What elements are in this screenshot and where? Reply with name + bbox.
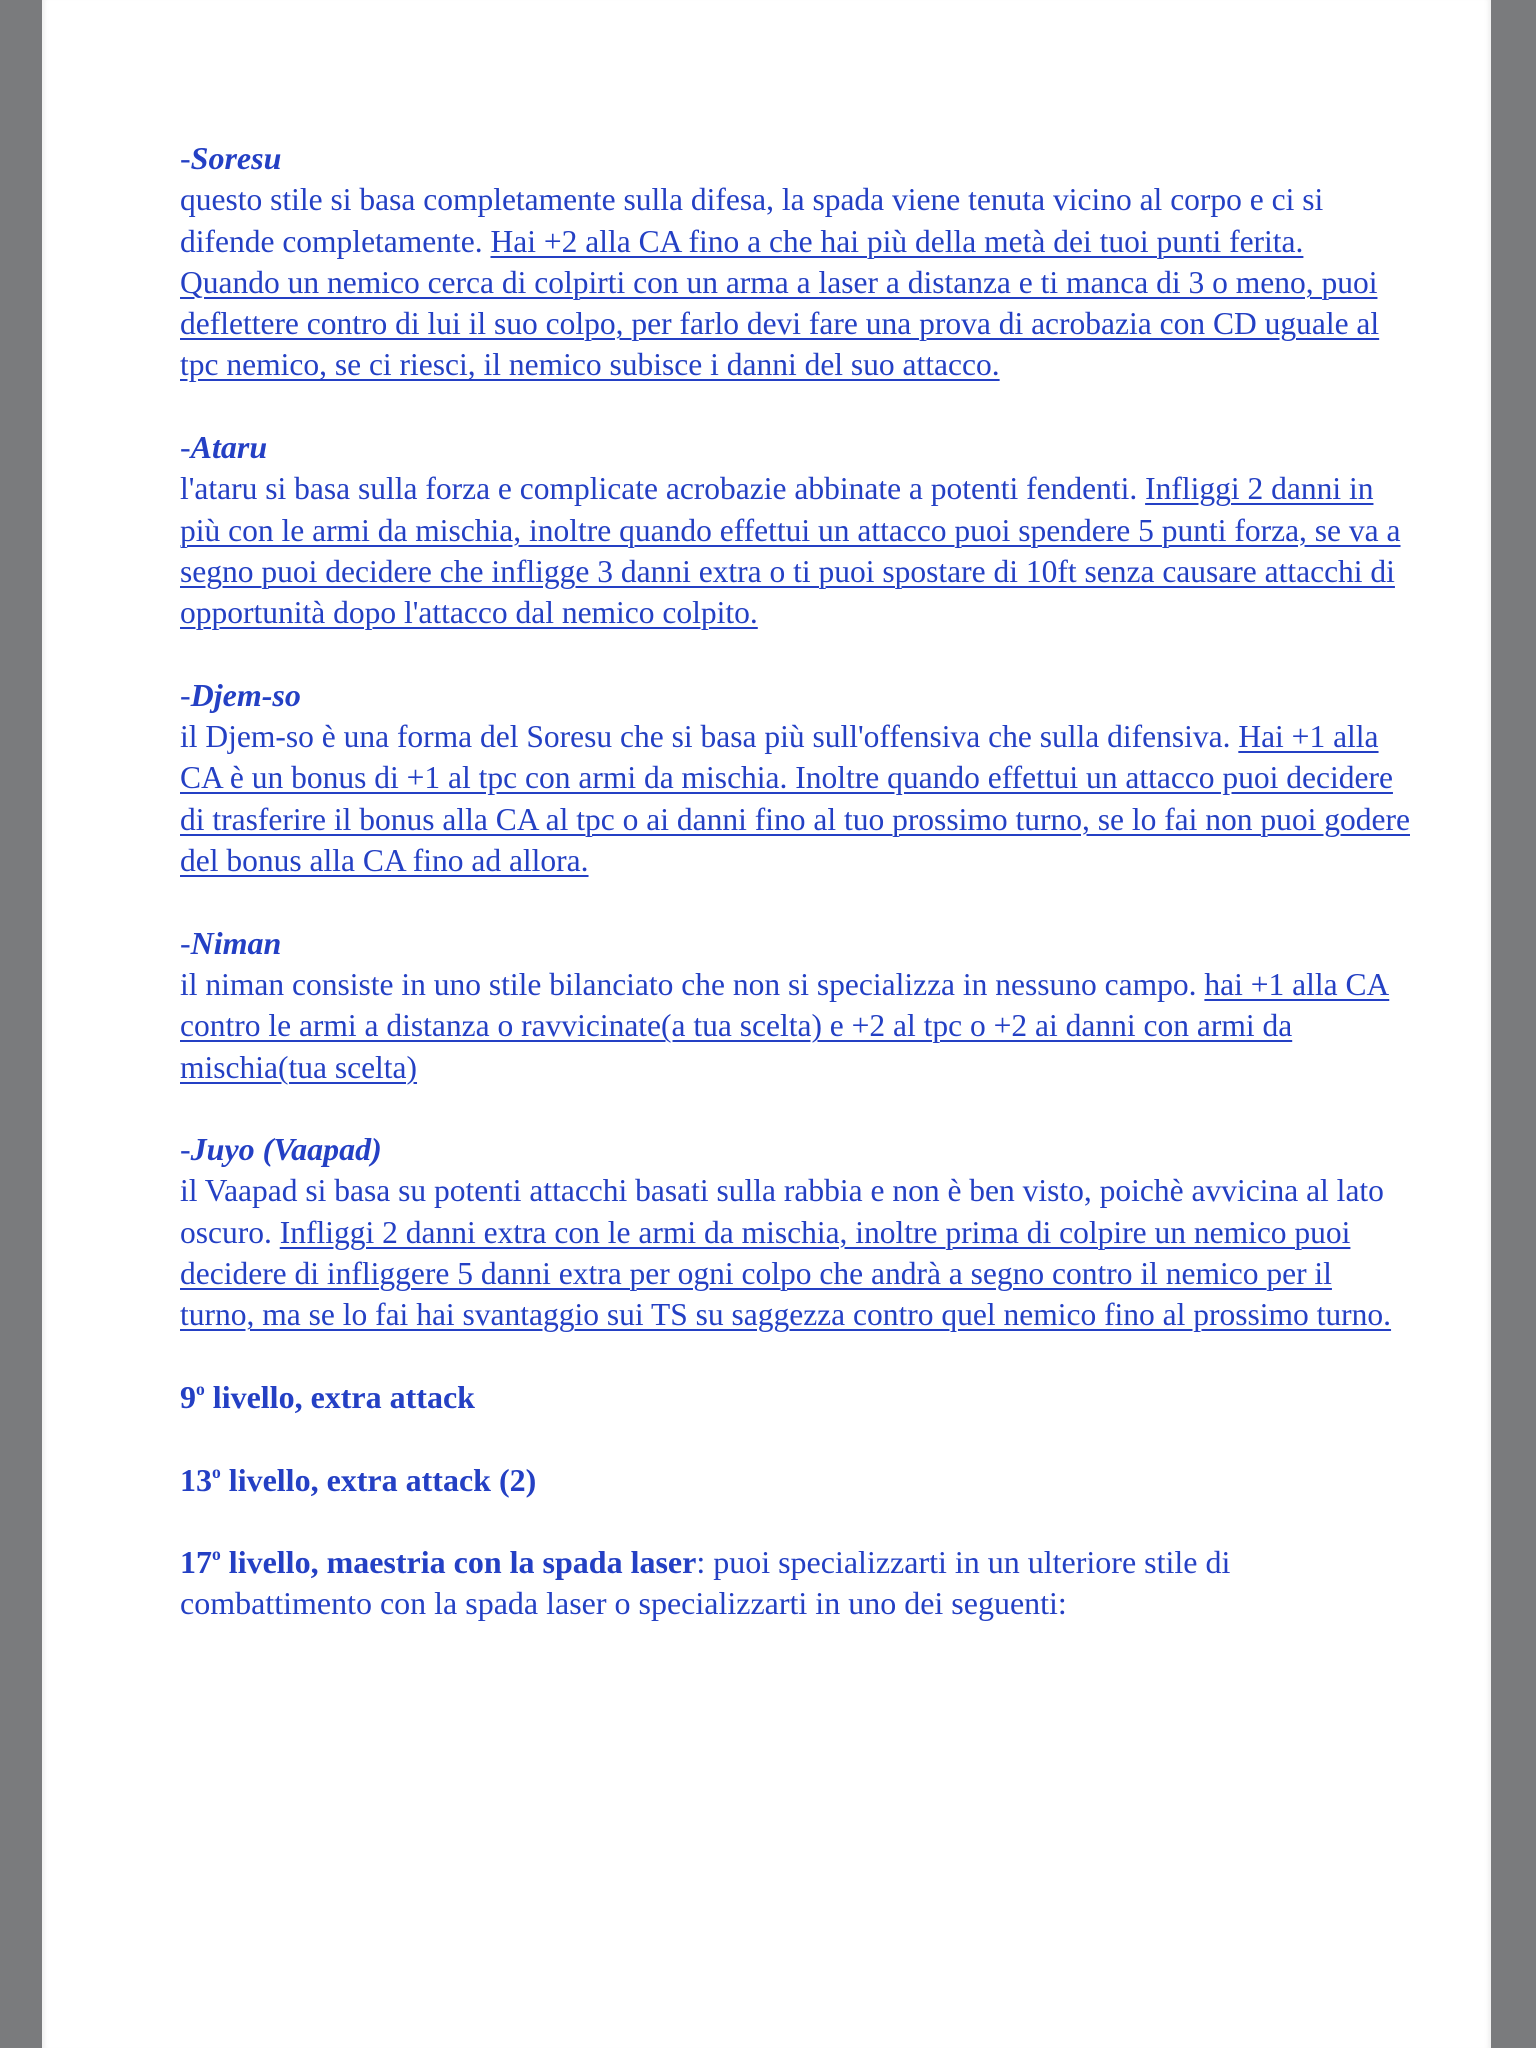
style-heading (180, 427, 1410, 468)
style-section-ataru (180, 427, 1410, 633)
style-section-soresu (180, 138, 1410, 386)
style-section-djem-so (180, 675, 1410, 881)
style-intro: il niman consiste in uno stile bilanciato che non si specializza in nessuno campo. (180, 966, 1205, 1002)
style-section-niman (180, 923, 1410, 1088)
style-heading (180, 1129, 1410, 1170)
level-number: 9 (180, 1378, 196, 1415)
level-title: livello, extra attack (204, 1378, 475, 1415)
style-rule-underlined: hai +1 alla CA contro le armi a distanza o ravvicinate(a tua scelta) e +2 al tpc o +2 ai danni con armi da mischia(tua scelta) (180, 966, 1390, 1085)
style-name: Ataru (190, 429, 268, 466)
heading-dash: - (180, 924, 191, 961)
style-intro: il Djem-so è una forma del Soresu che si basa più sull'offensiva che sulla difensiva. (180, 719, 1239, 755)
style-heading (180, 675, 1410, 716)
heading-dash: - (180, 1131, 191, 1168)
level-degree: o (212, 1543, 221, 1564)
level-title: livello, extra attack (2) (220, 1461, 537, 1498)
style-name: Djem-so (190, 676, 301, 713)
heading-dash: - (180, 140, 191, 176)
level-title: livello, maestria con la spada laser (220, 1544, 697, 1581)
level-number: 17 (180, 1544, 212, 1581)
style-section-juyo (180, 1129, 1410, 1335)
style-intro: il Vaapad si basa su potenti attacchi basati sulla rabbia e non è ben visto, poichè avvicina al lato oscuro. (180, 1173, 1384, 1250)
style-name: Juyo (Vaapad) (190, 1131, 382, 1168)
style-name: Niman (190, 924, 282, 961)
style-rule-underlined: Infliggi 2 danni in più con le armi da mischia, inoltre quando effettui un attacco puoi spendere 5 punti forza, se va a segno puoi decidere che infligge 3 danni extra o ti puoi spostare di 10ft senza causare attacchi di opportunità dopo l'attacco dal nemico colpito. (180, 471, 1401, 631)
style-description (180, 716, 1410, 881)
style-rule-underlined: Infliggi 2 danni extra con le armi da mischia, inoltre prima di colpire un nemico puoi decidere di infliggere 5 danni extra per ogni colpo che andrà a segno contro il nemico per il turno, ma se lo fai hai svantaggio sui TS su saggezza contro quel nemico fino al prossimo turno. (180, 1214, 1392, 1333)
level-number: 13 (180, 1461, 212, 1498)
style-intro: questo stile si basa completamente sulla difesa, la spada viene tenuta vicino al corpo e ci si difende completamente. (180, 182, 1324, 259)
level-17-heading (180, 1542, 1410, 1625)
level-13-heading (180, 1460, 1410, 1501)
style-rule-underlined: Hai +1 alla CA è un bonus di +1 al tpc con armi da mischia. Inoltre quando effettui un attacco puoi decidere di trasferire il bonus alla CA al tpc o ai danni fino al tuo prossimo turno, se lo fai non puoi godere del bonus alla CA fino ad allora. (180, 719, 1410, 879)
style-description (180, 179, 1410, 385)
style-heading (180, 138, 1410, 179)
heading-dash: - (180, 429, 191, 466)
document-content (180, 138, 1410, 1666)
level-description: : puoi specializzarti in un ulteriore stile di combattimento con la spada laser o specializzarti in uno dei seguenti: (180, 1544, 1231, 1622)
style-heading (180, 923, 1410, 964)
style-rule-underlined: Hai +2 alla CA fino a che hai più della metà dei tuoi punti ferita. Quando un nemico cerca di colpirti con un arma a laser a distanza e ti manca di 3 o meno, puoi deflettere contro di lui il suo colpo, per farlo devi fare una prova di acrobazia con CD uguale al tpc nemico, se ci riesci, il nemico subisce i danni del suo attacco. (180, 223, 1380, 383)
style-description (180, 1170, 1410, 1335)
style-name: Soresu (190, 140, 282, 176)
style-intro: l'ataru si basa sulla forza e complicate acrobazie abbinate a potenti fendenti. (180, 471, 1146, 507)
level-degree: o (212, 1461, 221, 1482)
level-degree: o (196, 1378, 205, 1399)
heading-dash: - (180, 676, 191, 713)
level-9-heading (180, 1377, 1410, 1418)
style-description (180, 468, 1410, 633)
document-page (42, 0, 1491, 2048)
style-description (180, 964, 1410, 1088)
